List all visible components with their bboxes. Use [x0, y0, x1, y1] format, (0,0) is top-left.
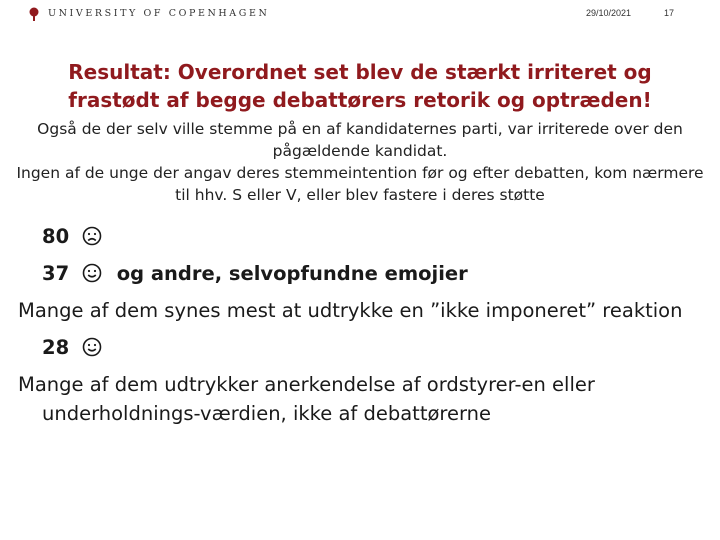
stat-count: 80: [42, 225, 70, 248]
slide-date: 29/10/2021: [586, 8, 632, 18]
stat-count: 28: [42, 336, 70, 359]
stat-count: 37: [42, 262, 70, 285]
paragraph-2: Mange af dem udtrykker anerkendelse af ordstyrer-en eller underholdnings-værdien, ikke af debattørerne: [18, 373, 595, 425]
frown-face-icon: [82, 226, 102, 246]
stat-frown: [42, 222, 708, 259]
slide-header: [0, 0, 720, 28]
subtitle-line-1: Også de der selv ville stemme på en af kandidaternes parti, var irriterede over den pågældende kandidat.: [37, 120, 683, 160]
smiley-face-icon: [82, 263, 102, 283]
stat-smiley: [42, 333, 708, 370]
slide-number: 17: [664, 8, 675, 18]
slide-title: Resultat: Overordnet set blev de stærkt irriteret og frastødt af begge debattørers retorik og optræden!: [68, 60, 652, 112]
slide-subtitle: [10, 118, 710, 206]
university-name: UNIVERSITY OF COPENHAGEN: [48, 8, 270, 19]
smiley-face-icon: [82, 337, 102, 357]
subtitle-line-2: Ingen af de unge der angav deres stemmeintention før og efter debatten, kom nærmere til hhv. S eller V, eller blev fastere i deres støtte: [16, 164, 704, 204]
content-body: [18, 222, 708, 436]
stat-smiley-other: [42, 259, 708, 296]
university-logo-icon: [28, 6, 40, 22]
stat-extra-text: og andre, selvopfundne emojier: [116, 262, 468, 285]
paragraph-1: Mange af dem synes mest at udtrykke en ”ikke imponeret” reaktion: [18, 299, 683, 322]
